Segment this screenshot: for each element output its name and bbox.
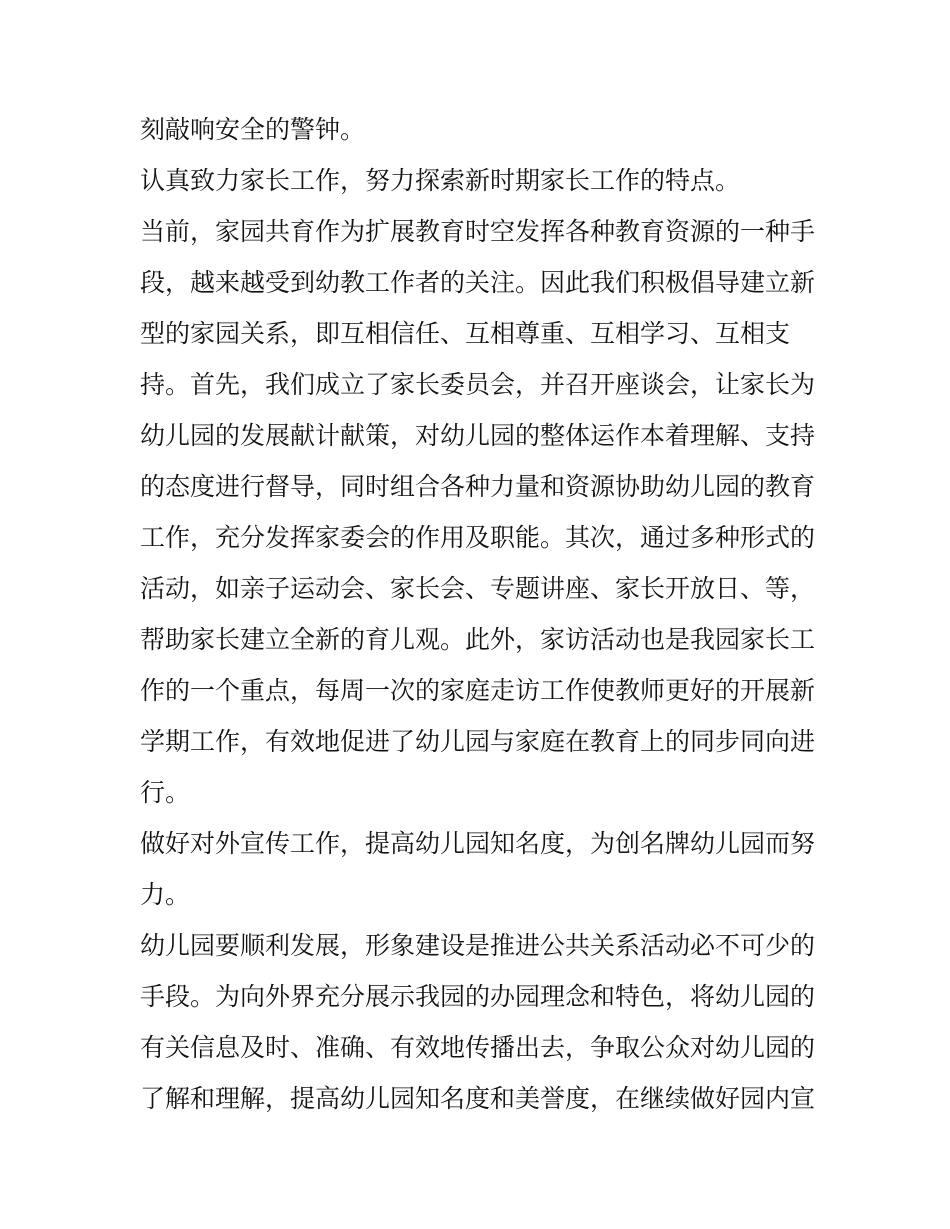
text-line: 学期工作，有效地促进了幼儿园与家庭在教育上的同步同向进 [140,727,816,756]
text-line: 持。首先，我们成立了家长委员会，并召开座谈会，让家长为 [140,370,816,399]
text-line: 段，越来越受到幼教工作者的关注。因此我们积极倡导建立新 [140,268,816,297]
text-line: 帮助家长建立全新的育儿观。此外，家访活动也是我园家长工 [140,625,816,654]
document-body [140,104,815,1124]
text-line: 了解和理解，提高幼儿园知名度和美誉度，在继续做好园内宣 [140,1084,816,1113]
text-line: 的态度进行督导，同时组合各种力量和资源协助幼儿园的教育 [140,472,816,501]
text-line: 幼儿园要顺利发展，形象建设是推进公共关系活动必不可少的 [140,931,816,960]
text-line: 幼儿园的发展献计献策，对幼儿园的整体运作本着理解、支持 [140,421,816,450]
text-line: 作的一个重点，每周一次的家庭走访工作使教师更好的开展新 [140,676,816,705]
text-line: 当前，家园共育作为扩展教育时空发挥各种教育资源的一种手 [140,217,816,246]
text-line: 型的家园关系，即互相信任、互相尊重、互相学习、互相支 [140,319,791,348]
text-line: 刻敲响安全的警钟。 [140,115,366,144]
text-line: 认真致力家长工作，努力探索新时期家长工作的特点。 [140,166,741,195]
text-line: 活动，如亲子运动会、家长会、专题讲座、家长开放日、等， [140,574,816,603]
text-line: 做好对外宣传工作，提高幼儿园知名度，为创名牌幼儿园而努 [140,829,816,858]
text-line: 力。 [140,880,191,909]
text-line: 工作，充分发挥家委会的作用及职能。其次，通过多种形式的 [140,523,816,552]
text-line: 有关信息及时、准确、有效地传播出去，争取公众对幼儿园的 [140,1033,816,1062]
text-line: 手段。为向外界充分展示我园的办园理念和特色，将幼儿园的 [140,982,816,1011]
text-line: 行。 [140,778,191,807]
